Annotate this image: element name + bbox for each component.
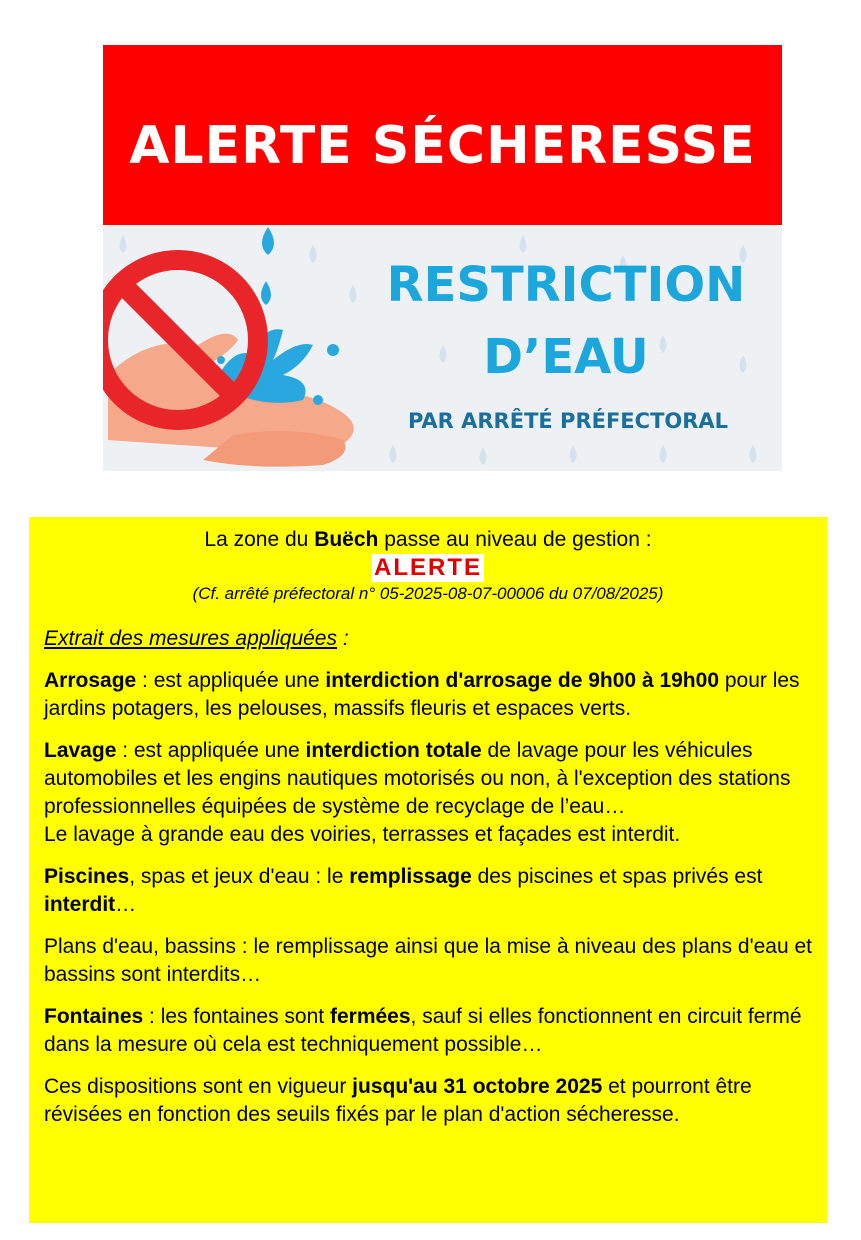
validity-date: jusqu'au 31 octobre 2025 <box>352 1075 603 1098</box>
fontaines-bold-1: fermées <box>329 1005 411 1028</box>
piscines-text-3: … <box>115 893 137 916</box>
arrosage-text-2: pour les jardins potagers, les pelouses, massifs fleuris et espaces verts. <box>44 669 800 720</box>
piscines-bold-1: remplissage <box>349 865 472 888</box>
extract-heading <box>44 625 812 653</box>
piscines-text-2: des piscines et spas privés est <box>471 865 763 888</box>
restriction-heading-line2: D’EAU <box>483 329 649 385</box>
fontaines-label: Fontaines <box>44 1005 144 1028</box>
arrosage-label: Arrosage <box>44 669 137 692</box>
extract-label: Extrait des mesures appliquées <box>44 627 337 650</box>
alert-banner <box>103 45 782 225</box>
zone-intro <box>44 526 812 554</box>
fontaines-text-2: , sauf si elles fonctionnent en circuit fermé dans la mesure où cela est techniquement possible… <box>44 1005 802 1056</box>
notice-box <box>29 517 827 1223</box>
level-line <box>44 554 812 583</box>
arrosage-bold-1: interdiction d'arrosage de 9h00 à 19h00 <box>325 669 719 692</box>
piscines-text-1: , spas et jeux d'eau : le <box>129 865 350 888</box>
lavage-text-3: Le lavage à grande eau des voiries, terrasses et façades est interdit. <box>44 823 681 846</box>
lavage-text-2: de lavage pour les véhicules automobiles et les engins nautiques motorisés ou non, à l'exception des stations professionnelles équipées de système de recyclage de l’eau… <box>44 739 791 818</box>
measure-piscines <box>44 863 812 919</box>
measure-plans-eau: Plans d'eau, bassins : le remplissage ainsi que la mise à niveau des plans d'eau et bassins sont interdits… <box>44 935 812 986</box>
validity-text-1: Ces dispositions sont en vigueur <box>44 1075 353 1098</box>
restriction-heading-line1: RESTRICTION <box>386 257 746 313</box>
zone-intro-prefix: La zone du <box>204 528 315 551</box>
arrosage-text-1: : est appliquée une <box>136 669 326 692</box>
lavage-bold-1: interdiction totale <box>305 739 482 762</box>
measure-arrosage <box>44 667 812 723</box>
validity-statement <box>44 1073 812 1129</box>
measure-fontaines <box>44 1003 812 1059</box>
restriction-subheading: PAR ARRÊTÉ PRÉFECTORAL <box>407 409 729 433</box>
alert-title: ALERTE SÉCHERESSE <box>129 116 756 176</box>
piscines-bold-2: interdit <box>44 893 116 916</box>
zone-name: Buëch <box>314 528 379 551</box>
fontaines-text-1: : les fontaines sont <box>143 1005 330 1028</box>
restriction-banner <box>103 225 782 471</box>
level-badge: ALERTE <box>374 554 482 581</box>
lavage-text-1: : est appliquée une <box>116 739 306 762</box>
lavage-label: Lavage <box>44 739 117 762</box>
validity-text-2: et pourront être révisées en fonction des seuils fixés par le plan d'action sécheresse. <box>44 1075 752 1126</box>
measure-lavage <box>44 737 812 849</box>
zone-intro-suffix: passe au niveau de gestion : <box>378 528 652 551</box>
piscines-label: Piscines <box>44 865 130 888</box>
decree-reference: (Cf. arrêté préfectoral n° 05-2025-08-07-00006 du 07/08/2025) <box>192 584 664 603</box>
extract-colon: : <box>337 627 349 650</box>
